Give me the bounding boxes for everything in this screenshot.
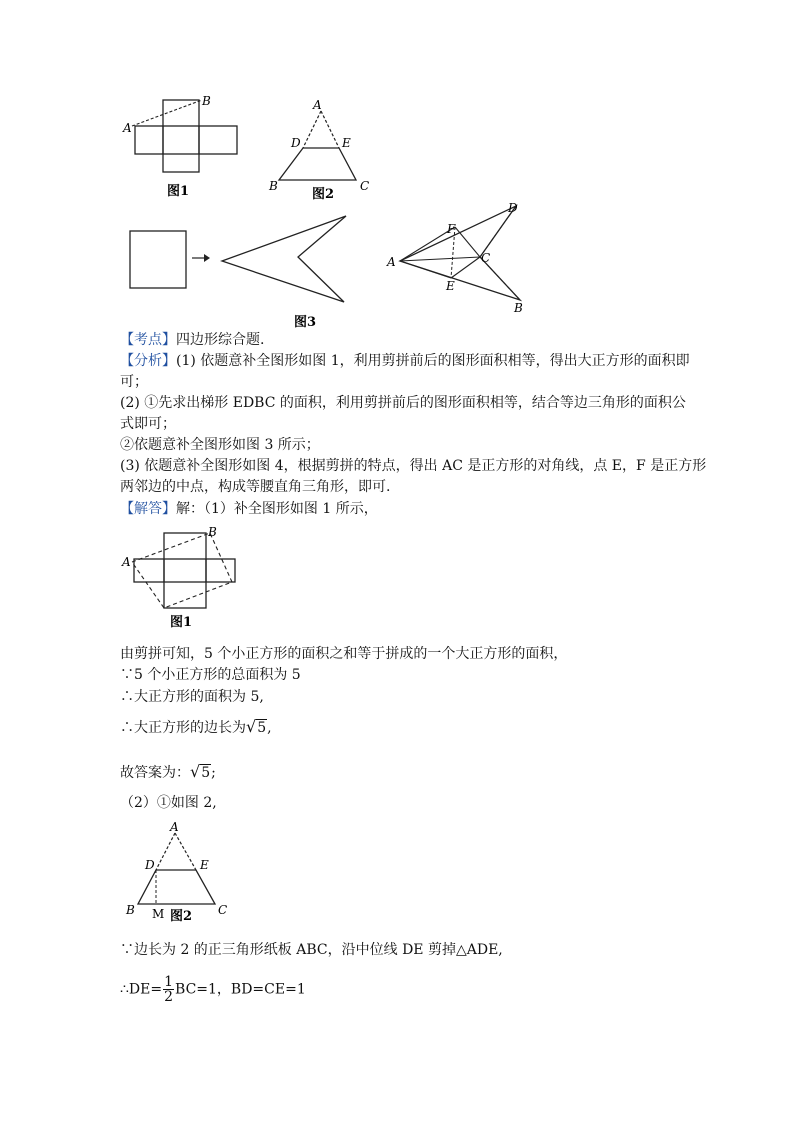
sqrt-symbol: √: [246, 717, 257, 736]
fenxi-line-5: [120, 435, 710, 455]
fig2-label-e: E: [342, 136, 351, 150]
jieda-s4-end: ,: [267, 720, 272, 736]
jieda-p2: [120, 793, 710, 813]
fig3-label-a: A: [387, 255, 396, 269]
fenxi-text-1: (1) 依题意补全图形如图 1，利用剪拼前后的图形面积相等，得出大正方形的面积即: [176, 353, 690, 369]
fig1-label-b: B: [202, 94, 211, 108]
fenxi-text-6: (3) 依题意补全图形如图 4，根据剪拼的特点，得出 AC 是正方形的对角线，点 E，F 是正方形: [120, 458, 707, 474]
fig2-label-c: C: [360, 179, 370, 193]
figure-3-square-to-shape: [122, 200, 542, 330]
fenxi-line-2: [120, 372, 710, 392]
fig2b-label-e: E: [200, 858, 209, 872]
figure-1-cross: [122, 92, 252, 202]
fig3-label-c: C: [481, 251, 491, 265]
fenxi-text-7: 两邻边的中点，构成等腰直角三角形，即可.: [120, 479, 391, 495]
fig2b-label-c: C: [218, 903, 228, 917]
fenxi-text-5: ②依题意补全图形如图 3 所示；: [120, 437, 320, 453]
jieda-tag: 【解答】: [120, 501, 176, 517]
fraction-denominator: 2: [164, 989, 174, 1005]
fig3-label-b: B: [514, 301, 523, 315]
fenxi-line-6: [120, 456, 710, 476]
sqrt-symbol: √: [190, 762, 201, 781]
fraction-one-half: [163, 975, 174, 1004]
fig1b-label-a: A: [122, 555, 131, 569]
kaodian-text: 四边形综合题.: [176, 332, 265, 348]
kaodian-line: [120, 330, 710, 350]
fig2b-label-m: M: [152, 907, 165, 921]
figure-1-solution: [120, 524, 240, 634]
fig2b-label-a: A: [170, 820, 179, 834]
fraction-numerator: 1: [164, 974, 174, 990]
fenxi-text-3: (2) ①先求出梯形 EDBC 的面积，利用剪拼前后的图形面积相等，结合等边三角形的面积公: [120, 395, 686, 411]
fig3-label-f: F: [447, 222, 456, 236]
sqrt-radicand: 5: [257, 720, 267, 736]
jieda-s6: [120, 940, 710, 960]
jieda-s5-end: ;: [211, 765, 216, 781]
fenxi-line-3: [120, 393, 710, 413]
jieda-s5-text: 故答案为：: [120, 765, 190, 781]
fig2-label-b: B: [269, 179, 278, 193]
fenxi-text-2: 可；: [120, 374, 148, 390]
kaodian-tag: 【考点】: [120, 332, 176, 348]
fig1-caption: 图1: [167, 184, 190, 199]
fig3-label-e: E: [446, 279, 455, 293]
fenxi-tag: 【分析】: [120, 353, 176, 369]
jieda-s3-text: ∴大正方形的面积为 5,: [120, 689, 264, 705]
jieda-s1-text: 由剪拼可知，5 个小正方形的面积之和等于拼成的一个大正方形的面积，: [120, 646, 568, 662]
fenxi-line-7: [120, 477, 710, 497]
jieda-s7: [120, 975, 710, 1004]
fenxi-line-4: [120, 414, 710, 434]
jieda-p2-text: （2）①如图 2,: [120, 795, 217, 811]
jieda-s4-text: ∴大正方形的边长为: [120, 720, 246, 736]
figure-2-solution: [122, 820, 242, 926]
fig2b-label-d: D: [145, 858, 155, 872]
jieda-line: [120, 499, 710, 519]
jieda-s7-post: BC=1，BD=CE=1: [175, 981, 306, 998]
fig3-caption: 图3: [294, 315, 317, 330]
jieda-s2-text: ∵5 个小正方形的总面积为 5: [120, 667, 301, 683]
fenxi-line-1: [120, 351, 710, 371]
fig2b-caption: 图2: [170, 909, 193, 924]
fig1b-label-b: B: [208, 525, 217, 539]
sqrt-radicand: 5: [201, 765, 211, 781]
fig1-label-a: A: [123, 121, 132, 135]
fenxi-text-4: 式即可；: [120, 416, 176, 432]
fig2-label-d: D: [291, 136, 301, 150]
jieda-s2: [120, 665, 710, 685]
fig2-label-a: A: [313, 98, 322, 112]
fig1b-caption: 图1: [170, 615, 193, 630]
figure-2-trapezoid: [266, 98, 386, 204]
jieda-s3: [120, 687, 710, 707]
fig2b-label-b: B: [126, 903, 135, 917]
jieda-s1: [120, 644, 710, 664]
jieda-s4: [120, 717, 710, 738]
jieda-intro: 解：（1）补全图形如图 1 所示，: [176, 501, 378, 517]
jieda-s7-pre: ∴DE=: [120, 981, 163, 998]
jieda-s6-text: ∵边长为 2 的正三角形纸板 ABC，沿中位线 DE 剪掉△ADE,: [120, 942, 503, 958]
jieda-s5: [120, 762, 710, 783]
fig2-caption: 图2: [312, 187, 335, 202]
fig3-label-d: D: [508, 201, 518, 215]
